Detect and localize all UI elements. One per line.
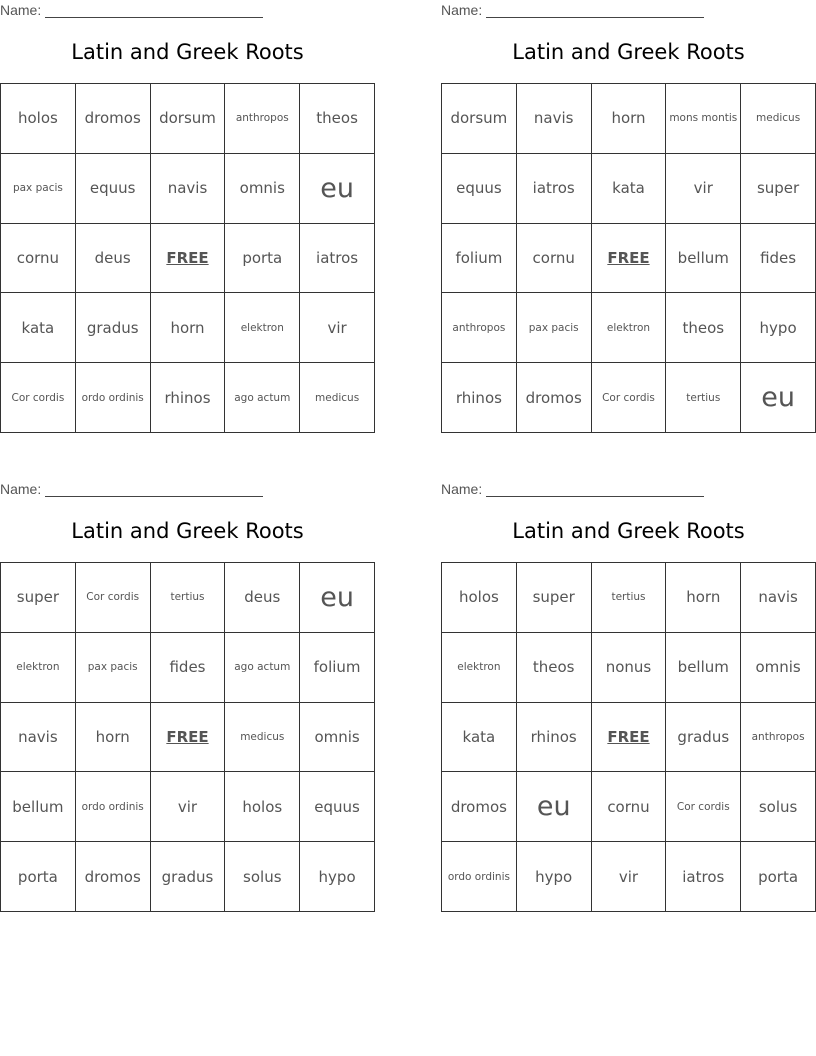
- bingo-cell[interactable]: equus: [76, 154, 151, 224]
- bingo-cell[interactable]: porta: [1, 842, 76, 912]
- bingo-cell[interactable]: super: [517, 563, 592, 633]
- bingo-cell[interactable]: rhinos: [151, 363, 226, 433]
- bingo-cell[interactable]: tertius: [151, 563, 226, 633]
- name-field[interactable]: [441, 2, 711, 20]
- bingo-cell[interactable]: horn: [666, 563, 741, 633]
- bingo-cell[interactable]: bellum: [666, 224, 741, 294]
- bingo-cell[interactable]: hypo: [300, 842, 375, 912]
- bingo-cell[interactable]: kata: [592, 154, 667, 224]
- bingo-cell[interactable]: horn: [592, 84, 667, 154]
- bingo-cell[interactable]: iatros: [517, 154, 592, 224]
- bingo-cell[interactable]: eu: [741, 363, 816, 433]
- bingo-cell[interactable]: tertius: [666, 363, 741, 433]
- bingo-cell[interactable]: horn: [76, 703, 151, 773]
- card-title: Latin and Greek Roots: [512, 519, 745, 543]
- bingo-cell[interactable]: cornu: [517, 224, 592, 294]
- bingo-cell[interactable]: holos: [1, 84, 76, 154]
- bingo-cell[interactable]: Cor cordis: [76, 563, 151, 633]
- bingo-cell[interactable]: super: [1, 563, 76, 633]
- bingo-cell[interactable]: vir: [592, 842, 667, 912]
- bingo-cell[interactable]: ordo ordinis: [76, 772, 151, 842]
- bingo-cell[interactable]: dromos: [76, 84, 151, 154]
- bingo-cell[interactable]: vir: [300, 293, 375, 363]
- bingo-grid: [441, 562, 816, 912]
- bingo-cell[interactable]: fides: [741, 224, 816, 294]
- bingo-cell[interactable]: deus: [76, 224, 151, 294]
- bingo-cell[interactable]: vir: [666, 154, 741, 224]
- bingo-cell[interactable]: elektron: [1, 633, 76, 703]
- bingo-cell[interactable]: dromos: [517, 363, 592, 433]
- bingo-cell[interactable]: pax pacis: [1, 154, 76, 224]
- bingo-cell[interactable]: medicus: [225, 703, 300, 773]
- card-title: Latin and Greek Roots: [71, 40, 304, 64]
- bingo-cell[interactable]: fides: [151, 633, 226, 703]
- bingo-cell[interactable]: ordo ordinis: [442, 842, 517, 912]
- bingo-cell[interactable]: mons montis: [666, 84, 741, 154]
- bingo-cell[interactable]: iatros: [666, 842, 741, 912]
- bingo-cell[interactable]: omnis: [741, 633, 816, 703]
- bingo-cell[interactable]: navis: [1, 703, 76, 773]
- bingo-cell[interactable]: eu: [517, 772, 592, 842]
- bingo-cell[interactable]: porta: [225, 224, 300, 294]
- name-label: Name:: [0, 2, 42, 18]
- bingo-cell[interactable]: porta: [741, 842, 816, 912]
- bingo-cell[interactable]: dorsum: [151, 84, 226, 154]
- bingo-cell[interactable]: bellum: [666, 633, 741, 703]
- bingo-cell[interactable]: eu: [300, 154, 375, 224]
- bingo-cell[interactable]: bellum: [1, 772, 76, 842]
- bingo-cell[interactable]: holos: [225, 772, 300, 842]
- bingo-cell[interactable]: anthropos: [741, 703, 816, 773]
- bingo-cell[interactable]: elektron: [592, 293, 667, 363]
- bingo-cell[interactable]: Cor cordis: [1, 363, 76, 433]
- name-label: Name:: [0, 481, 42, 497]
- bingo-cell[interactable]: Cor cordis: [592, 363, 667, 433]
- bingo-cell[interactable]: cornu: [1, 224, 76, 294]
- bingo-cell[interactable]: medicus: [300, 363, 375, 433]
- bingo-cell[interactable]: solus: [741, 772, 816, 842]
- bingo-cell[interactable]: navis: [517, 84, 592, 154]
- bingo-cell[interactable]: gradus: [151, 842, 226, 912]
- free-space[interactable]: FREE: [592, 703, 667, 773]
- bingo-cell[interactable]: omnis: [225, 154, 300, 224]
- bingo-cell[interactable]: folium: [300, 633, 375, 703]
- bingo-cell[interactable]: gradus: [76, 293, 151, 363]
- bingo-cell[interactable]: equus: [300, 772, 375, 842]
- name-line[interactable]: [45, 496, 263, 497]
- bingo-cell[interactable]: tertius: [592, 563, 667, 633]
- bingo-cell[interactable]: gradus: [666, 703, 741, 773]
- bingo-grid: [0, 562, 375, 912]
- bingo-cell[interactable]: holos: [442, 563, 517, 633]
- bingo-cell[interactable]: hypo: [741, 293, 816, 363]
- bingo-cell[interactable]: anthropos: [225, 84, 300, 154]
- bingo-cell[interactable]: deus: [225, 563, 300, 633]
- bingo-cell[interactable]: navis: [151, 154, 226, 224]
- name-line[interactable]: [45, 17, 263, 18]
- bingo-cell[interactable]: pax pacis: [517, 293, 592, 363]
- name-label: Name:: [441, 481, 483, 497]
- bingo-grid: [0, 83, 375, 433]
- bingo-cell[interactable]: ordo ordinis: [76, 363, 151, 433]
- name-line[interactable]: [486, 17, 704, 18]
- bingo-cell[interactable]: equus: [442, 154, 517, 224]
- bingo-cell[interactable]: elektron: [442, 633, 517, 703]
- bingo-cell[interactable]: elektron: [225, 293, 300, 363]
- bingo-cell[interactable]: anthropos: [442, 293, 517, 363]
- bingo-cell[interactable]: eu: [300, 563, 375, 633]
- bingo-cell[interactable]: rhinos: [442, 363, 517, 433]
- bingo-cell[interactable]: theos: [666, 293, 741, 363]
- name-field[interactable]: [441, 481, 711, 499]
- bingo-grid: [441, 83, 816, 433]
- bingo-cell[interactable]: super: [741, 154, 816, 224]
- bingo-cell[interactable]: Cor cordis: [666, 772, 741, 842]
- bingo-cell[interactable]: theos: [300, 84, 375, 154]
- bingo-cell[interactable]: dorsum: [442, 84, 517, 154]
- bingo-cell[interactable]: omnis: [300, 703, 375, 773]
- bingo-cell[interactable]: kata: [1, 293, 76, 363]
- bingo-cell[interactable]: cornu: [592, 772, 667, 842]
- bingo-cell[interactable]: ago actum: [225, 633, 300, 703]
- card-title: Latin and Greek Roots: [512, 40, 745, 64]
- bingo-cell[interactable]: rhinos: [517, 703, 592, 773]
- bingo-cell[interactable]: dromos: [76, 842, 151, 912]
- name-label: Name:: [441, 2, 483, 18]
- bingo-cell[interactable]: dromos: [442, 772, 517, 842]
- bingo-cell[interactable]: folium: [442, 224, 517, 294]
- free-space[interactable]: FREE: [151, 224, 226, 294]
- card-title: Latin and Greek Roots: [71, 519, 304, 543]
- name-field[interactable]: [0, 481, 270, 499]
- bingo-cell[interactable]: vir: [151, 772, 226, 842]
- bingo-cell[interactable]: ago actum: [225, 363, 300, 433]
- bingo-cell[interactable]: solus: [225, 842, 300, 912]
- name-line[interactable]: [486, 496, 704, 497]
- bingo-cell[interactable]: horn: [151, 293, 226, 363]
- bingo-cell[interactable]: pax pacis: [76, 633, 151, 703]
- name-field[interactable]: [0, 2, 270, 20]
- bingo-cell[interactable]: kata: [442, 703, 517, 773]
- free-space[interactable]: FREE: [151, 703, 226, 773]
- free-space[interactable]: FREE: [592, 224, 667, 294]
- bingo-cell[interactable]: medicus: [741, 84, 816, 154]
- bingo-cell[interactable]: nonus: [592, 633, 667, 703]
- bingo-cell[interactable]: hypo: [517, 842, 592, 912]
- bingo-cell[interactable]: navis: [741, 563, 816, 633]
- bingo-cell[interactable]: theos: [517, 633, 592, 703]
- bingo-cell[interactable]: iatros: [300, 224, 375, 294]
